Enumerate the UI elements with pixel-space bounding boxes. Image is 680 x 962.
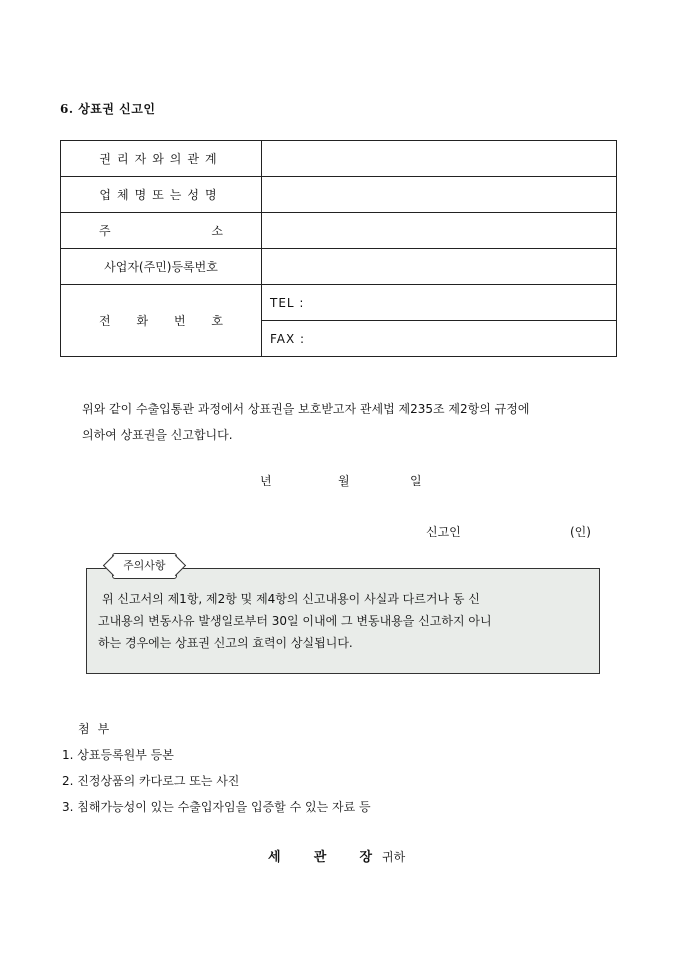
company-name-field[interactable] xyxy=(262,177,617,213)
seal-mark: (인) xyxy=(570,525,591,539)
reporter-label: 신고인 xyxy=(426,525,461,539)
notice-text: 위 신고서의 제1항, 제2항 및 제4항의 신고내용이 사실과 다르거나 동 신 고내용의 변동사유 발생일로부터 30일 이내에 그 변동내용을 신고하지 아니 하는 경우에는 상표권 신고의 효력이 상실됩니다. xyxy=(98,592,492,650)
attachments-title: 첨부 xyxy=(78,722,118,736)
date-month: 월 xyxy=(338,474,350,488)
recipient-line xyxy=(268,846,405,865)
phone-label: 전 화 번 호 xyxy=(61,285,262,357)
date-day: 일 xyxy=(410,474,422,488)
section-title: 6. 상표권 신고인 xyxy=(60,102,156,116)
table-row xyxy=(61,249,617,285)
recipient-suffix: 귀하 xyxy=(382,850,406,864)
table-row xyxy=(61,141,617,177)
table-row xyxy=(61,285,617,321)
customs-office-head: 세 관 장 xyxy=(268,850,372,865)
attachment-item: 2. 진정상품의 카다로그 또는 사진 xyxy=(62,774,240,788)
table-row xyxy=(61,213,617,249)
notice-label: 주의사항 xyxy=(112,553,177,579)
tel-field[interactable]: TEL : xyxy=(262,285,617,321)
attachment-item: 3. 침해가능성이 있는 수출입자임을 입증할 수 있는 자료 등 xyxy=(62,800,371,814)
fax-field[interactable]: FAX : xyxy=(262,321,617,357)
registration-number-label: 사업자(주민)등록번호 xyxy=(61,249,262,285)
table-row xyxy=(61,177,617,213)
registration-number-field[interactable] xyxy=(262,249,617,285)
attachment-item: 1. 상표등록원부 등본 xyxy=(62,748,174,762)
relationship-label: 권리자와의관계 xyxy=(61,141,262,177)
relationship-field[interactable] xyxy=(262,141,617,177)
date-year: 년 xyxy=(260,474,272,488)
address-field[interactable] xyxy=(262,213,617,249)
declaration-text: 위와 같이 수출입통관 과정에서 상표권을 보호받고자 관세법 제235조 제2항의 규정에 의하여 상표권을 신고합니다. xyxy=(82,402,530,442)
address-label: 주 소 xyxy=(61,213,262,249)
company-name-label: 업체명또는성명 xyxy=(61,177,262,213)
reporter-info-table xyxy=(60,140,617,357)
